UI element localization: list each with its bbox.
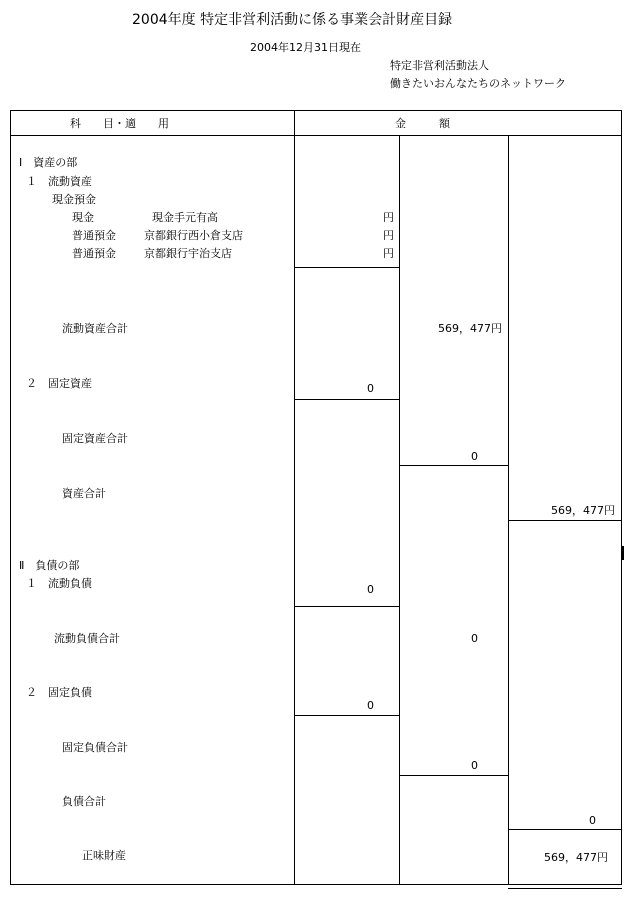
net-assets-label: 正味財産	[82, 849, 126, 862]
asset-row-amount: 円	[383, 229, 394, 242]
cash-deposit-label: 現金預金	[52, 193, 96, 206]
fixed-liabilities-value: 0	[367, 699, 374, 712]
fixed-assets-total: 0	[471, 450, 478, 463]
fixed-liabilities-total: 0	[471, 759, 478, 772]
header-amount: 金 額	[395, 117, 450, 130]
header-subject: 科 目・適 用	[70, 117, 169, 130]
report-date: 2004年12月31日現在	[250, 41, 361, 54]
org-name: 働きたいおんなたちのネットワーク	[390, 77, 566, 90]
asset-row-name: 現金	[72, 211, 94, 224]
asset-row-name: 普通預金	[72, 229, 116, 242]
asset-row-desc: 京都銀行西小倉支店	[144, 229, 243, 242]
current-liabilities-label: １ 流動負債	[26, 577, 92, 590]
current-assets-total: 569，477円	[438, 322, 502, 335]
current-liabilities-total-label: 流動負債合計	[54, 632, 120, 645]
asset-row-desc: 京都銀行宇治支店	[144, 247, 232, 260]
current-assets-total-label: 流動資産合計	[62, 322, 128, 335]
assets-total-label: 資産合計	[62, 487, 106, 500]
liabilities-total-label: 負債合計	[62, 795, 106, 808]
assets-section-title: Ⅰ 資産の部	[19, 156, 78, 169]
assets-total: 569，477円	[551, 504, 615, 517]
fixed-assets-total-label: 固定資産合計	[62, 432, 128, 445]
net-assets-value: 569，477円	[544, 851, 608, 864]
org-type: 特定非営利活動法人	[390, 59, 489, 72]
fixed-assets-value: 0	[367, 382, 374, 395]
liabilities-total: 0	[589, 814, 596, 827]
current-liabilities-value: 0	[367, 583, 374, 596]
asset-row-name: 普通預金	[72, 247, 116, 260]
asset-row-desc: 現金手元有高	[152, 211, 218, 224]
current-assets-label: １ 流動資産	[26, 175, 92, 188]
page-title: 2004年度 特定非営利活動に係る事業会計財産目録	[132, 12, 453, 28]
fixed-liabilities-label: ２ 固定負債	[26, 686, 92, 699]
current-liabilities-total: 0	[471, 632, 478, 645]
fixed-liabilities-total-label: 固定負債合計	[62, 741, 128, 754]
liabilities-section-title: Ⅱ 負債の部	[19, 559, 80, 572]
asset-row-amount: 円	[383, 211, 394, 224]
asset-row-amount: 円	[383, 247, 394, 260]
fixed-assets-label: ２ 固定資産	[26, 377, 92, 390]
